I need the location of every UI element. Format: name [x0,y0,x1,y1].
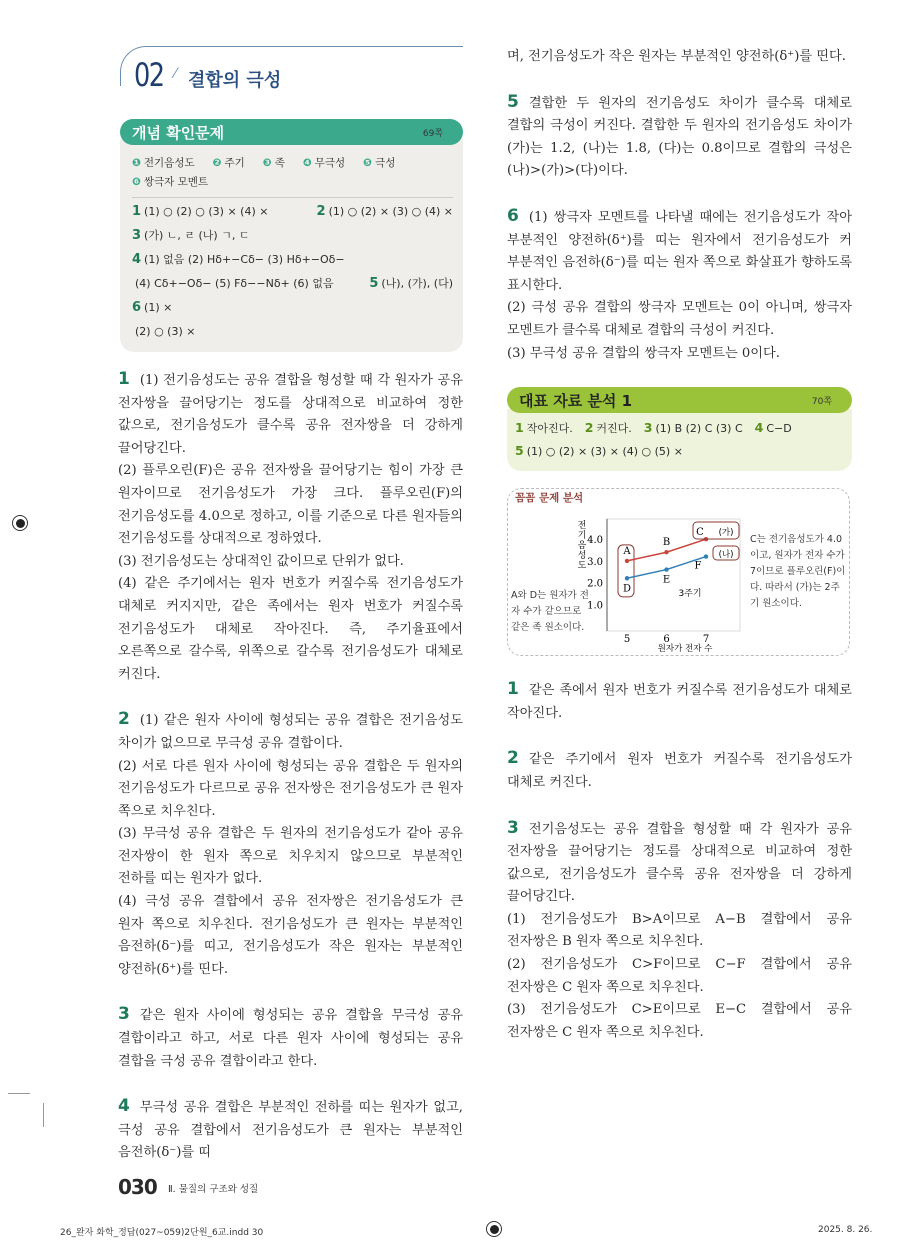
registration-mark-icon [12,515,28,531]
point-label: E [662,574,671,586]
explanation-line [118,708,463,755]
y-tick-label: 1.0 [587,600,603,612]
answer-text: (나), (가), (다) [381,277,453,290]
representative-explanations [507,678,852,1044]
explanation-text: (3) 무극성 공유 결합은 두 원자의 전기음성도가 같아 공유 전자쌍이 한 원자 쪽으로 치우치지 않으므로 부분적인 전하를 띠는 원자가 없다. [118,826,463,887]
explanation-block [507,91,852,183]
answer-number: 3 [132,228,142,243]
explanation-line [507,46,852,69]
data-point [625,559,629,563]
keyword-label: 주기 [224,157,245,169]
explanation-text: (3) 전기음성도는 상대적인 값이므로 단위가 없다. [118,553,404,569]
explanation-text: (2) 플루오린(F)은 공유 전자쌍을 끌어당기는 힘이 가장 큰 원자이므로 전기음성도가 가장 크다. 플루오린(F)의 전기음성도를 4.0으로 정하고, 이를 기준으로 다른 원자들의 전기음성도를 상대적으로 정하였다. [118,463,463,547]
explanation-line [507,91,852,183]
answer-text: 작아진다. [526,422,573,436]
explanation-text: (3) 전기음성도가 C>E이므로 E−C 결합에서 공유 전자쌍은 C 원자 쪽으로 치우친다. [507,1002,852,1040]
item-number: 4 [118,1096,130,1117]
explanation-text: (1) 쌍극자 모멘트를 나타낼 때에는 전기음성도가 작아 부분적인 양전하(δ⁺)를 띠는 원자에서 전기음성도가 커 부분적인 음전하(δ⁻)를 띠는 원자 쪽으로 화살표가 향하도록 표시한다. [507,209,852,293]
keyword-label: 전기음성도 [143,157,195,169]
explanation-line [118,573,463,686]
footer-section: Ⅱ. 물질의 구조와 성질 [168,1184,259,1195]
explanation-line [118,551,463,574]
right-column-explanations [507,46,852,365]
y-axis-label-char: 도 [577,561,587,572]
explanation-line [507,747,852,794]
keyword-list [132,155,453,198]
answer-text: (가) ㄴ, ㄹ (나) ㄱ, ㄷ [144,229,250,242]
item-number: 1 [118,369,130,389]
answer-item [132,296,172,320]
explanation-block [507,817,852,1045]
explanation-text: 같은 족에서 원자 번호가 커질수록 전기음성도가 대체로 작아진다. [507,683,852,721]
answer-number: 4 [754,420,764,436]
item-number: 1 [507,679,519,700]
point-label: D [622,583,632,595]
x-tick-label: 6 [663,634,670,646]
answer-number: 2 [316,204,326,219]
keyword-label: 족 [274,157,285,169]
explanation-line [507,343,852,366]
answer-text: (4) Cδ+−Oδ− (5) Fδ−−Nδ+ (6) 없음 [135,277,334,290]
x-axis-label: 원자가 전자 수 [657,644,713,653]
explanation-text: 며, 전기음성도가 작은 원자는 부분적인 양전하(δ⁺)를 띤다. [507,49,846,64]
answer-item [132,272,334,296]
point-label: C [696,527,704,539]
label-period3: 3주기 [678,589,702,600]
answer-item [369,272,453,296]
answer-item [132,248,345,272]
explanation-block [118,1095,463,1165]
explanation-block [507,205,852,365]
answer-text: 커진다. [596,422,632,436]
crop-mark [8,1093,30,1094]
representative-answer-box [507,409,852,471]
header-frame [120,46,463,86]
answer-number: 5 [515,443,524,459]
explanation-block [118,708,463,981]
keyword-number: ❶ [132,157,141,169]
section-title: 결합의 극성 [188,70,282,91]
representative-title: 대표 자료 분석 1 [519,391,633,410]
explanation-text: (3) 무극성 공유 결합의 쌍극자 모멘트는 0이다. [507,345,780,361]
right-column [507,46,852,1044]
explanation-line [507,817,852,909]
analysis-title: 꼼꼼 문제 분석 [515,492,584,505]
left-column-explanations [118,368,463,1165]
explanation-line [118,368,463,460]
answer-row [132,224,453,272]
y-axis-label-char: 음 [577,541,587,552]
explanation-text: 전기음성도는 공유 결합을 형성할 때 각 원자가 공유 전자쌍을 끌어당기는 정도를 상대적으로 비교하여 정한 값으로, 전기음성도가 클수록 공유 전자쌍을 더 강하게 끌어당긴다. [507,821,852,905]
y-axis-label-char: 기 [577,531,587,542]
item-number: 3 [118,1004,130,1025]
explanation-block [507,46,852,69]
answer-item [132,320,195,344]
explanation-text: (2) 서로 다른 원자 사이에 형성되는 공유 결합은 두 원자의 전기음성도가 다르므로 공유 전자쌍은 전기음성도가 큰 원자 쪽으로 치우친다. [118,758,463,819]
data-point [664,568,668,572]
explanation-line [507,954,852,999]
explanation-line [118,1003,463,1073]
representative-analysis-section [507,387,852,471]
explanation-line [507,999,852,1044]
label-na: (나) [718,550,734,561]
explanation-line [507,909,852,954]
answer-number: 4 [132,252,142,267]
x-tick-label: 7 [702,634,710,646]
section-number: 02 [134,56,164,94]
explanation-block [118,368,463,686]
answer-text: (1) B (2) C (3) C [655,422,743,436]
explanation-block [507,678,852,725]
keyword-number: ❹ [302,157,312,169]
keyword-item [132,174,208,189]
explanation-text: (2) 극성 공유 결합의 쌍극자 모멘트는 0이 아니며, 쌍극자 모멘트가 클수록 대체로 결합의 극성이 커진다. [507,300,852,338]
y-axis-label-char: 전 [577,521,587,532]
registration-mark-icon [486,1221,502,1237]
keyword-number: ❷ [212,157,222,169]
label-ga: (가) [718,528,734,539]
answer-row [132,200,453,224]
answer-text: C−D [766,422,792,436]
crop-mark [43,1103,44,1127]
keyword-number: ❸ [262,157,272,169]
explanation-text: (1) 전기음성도가 B>A이므로 A−B 결합에서 공유 전자쌍은 B 원자 쪽으로 치우친다. [507,911,852,950]
explanation-text: (1) 전기음성도는 공유 결합을 형성할 때 각 원자가 공유 전자쌍을 끌어당기는 정도를 상대적으로 비교하여 정한 값으로, 전기음성도가 클수록 공유 전자쌍을 더 강하게 끌어당긴다. [118,373,463,456]
page-number: 030 [118,1175,157,1199]
answer-item [515,417,573,440]
answer-row [132,320,453,344]
item-number: 5 [507,91,519,112]
explanation-line [118,823,463,891]
explanation-line [118,1095,463,1165]
answer-item [755,417,792,440]
y-tick-label: 2.0 [587,578,603,590]
keyword-label: 무극성 [314,157,346,169]
keyword-number: ❻ [132,176,141,188]
answer-text: (1) ○ (2) ○ (3) × (4) × [144,205,269,218]
note-right: C는 전기음성도가 4.0이고, 원자가 전자 수가 7이므로 플루오린(F)이다. 따라서 (가)는 2주기 원소이다. [750,534,846,610]
answer-number: 3 [643,420,653,436]
item-number: 2 [507,748,519,769]
explanation-line [118,891,463,981]
answer-row [132,272,453,320]
answer-number: 6 [132,300,142,315]
data-point [664,550,668,554]
explanation-line [118,756,463,824]
concept-check-banner [120,119,463,145]
keyword-item [213,155,245,170]
answer-item [132,224,249,248]
keyword-item [263,155,285,170]
concept-answer-box [120,139,463,352]
explanation-block [507,747,852,794]
point-label: F [694,560,702,572]
explanation-text: 같은 원자 사이에 형성되는 공유 결합을 무극성 공유 결합이라고 하고, 서로 다른 원자 사이에 형성되는 공유 결합을 극성 공유 결합이라고 한다. [118,1008,463,1069]
representative-analysis-banner [507,387,852,413]
answer-text: (1) ○ (2) × (3) × (4) ○ (5) × [526,445,683,459]
explanation-text: (1) 같은 원자 사이에 형성되는 공유 결합은 전기음성도 차이가 없으므로 무극성 공유 결합이다. [118,713,463,751]
answer-number: 5 [369,276,379,291]
answer-row [515,440,844,463]
point-label: A [623,546,631,558]
answer-item [644,417,743,440]
answer-text: (1) ○ (2) × (3) ○ (4) × [328,205,453,218]
answer-item [585,417,632,440]
keyword-label: 쌍극자 모멘트 [143,176,209,188]
explanation-text: (4) 같은 주기에서는 원자 번호가 커질수록 전기음성도가 대체로 커지지만, 같은 족에서는 원자 번호가 커질수록 전기음성도가 대체로 작아진다. 즉, 주기율표에서 오른쪽으로 갈수록, 위쪽으로 갈수록 전기음성도가 대체로 커진다. [118,576,463,682]
representative-page-ref: 70쪽 [811,396,832,407]
answer-number: 1 [132,204,142,219]
concept-answers [132,200,453,344]
keyword-item [303,155,345,170]
note-left: A와 D는 원자가 전자 수가 같으므로 같은 족 원소이다. [511,590,589,634]
explanation-text: 무극성 공유 결합은 부분적인 전하를 띠는 원자가 없고, 극성 공유 결합에서 전기음성도가 큰 원자는 부분적인 음전하(δ⁻)를 띠 [118,1100,463,1161]
answer-text: (1) 없음 (2) Hδ+−Cδ− (3) Hδ+−Oδ− [144,253,345,266]
explanation-line [507,297,852,342]
explanation-block [118,1003,463,1073]
explanation-line [507,205,852,297]
explanation-text: 같은 주기에서 원자 번호가 커질수록 전기음성도가 대체로 커진다. [507,752,852,790]
keyword-item [132,155,195,170]
keyword-number: ❺ [363,157,373,169]
divider: ⁄ [174,66,177,82]
answer-number: 1 [515,420,524,436]
y-tick-label: 3.0 [587,557,603,569]
keyword-item [363,155,395,170]
keyword-label: 극성 [375,157,396,169]
item-number: 2 [118,709,130,730]
point-label: B [662,537,671,549]
print-date: 2025. 8. 26. [818,1225,873,1235]
concept-page-ref: 69쪽 [422,128,443,139]
explanation-line [118,460,463,550]
explanation-text: (4) 극성 공유 결합에서 공유 전자쌍은 전기음성도가 큰 원자 쪽으로 치우친다. 전기음성도가 큰 원자는 부분적인 음전하(δ⁻)를 띠고, 전기음성도가 작은 원자는 부분적인 양전하(δ⁺)를 띤다. [118,894,463,977]
electronegativity-chart [560,516,750,652]
item-number: 6 [507,205,519,226]
answer-item [317,200,453,224]
explanation-text: 결합한 두 원자의 전기음성도 차이가 클수록 대체로 결합의 극성이 커진다. 결합한 두 원자의 전기음성도 차이가 (가)는 1.2, (나)는 1.8, (다)는 0.8이므로 결합의 극성은 (나)>(가)>(다)이다. [507,95,852,179]
x-tick-label: 5 [623,634,631,646]
answer-item [515,440,683,463]
data-point [625,576,629,580]
answer-number: 2 [584,420,594,436]
answer-row [515,417,844,440]
answer-text: (2) ○ (3) × [135,325,196,338]
concept-title: 개념 확인문제 [132,123,225,142]
concept-check-section [120,119,463,352]
explanation-text: (2) 전기음성도가 C>F이므로 C−F 결합에서 공유 전자쌍은 C 원자 쪽으로 치우친다. [507,957,852,995]
print-file-info: 26_완자 화학_정답(027~059)2단원_6교.indd 30 [60,1228,264,1238]
item-number: 3 [507,817,519,838]
analysis-section [507,488,850,656]
y-tick-label: 4.0 [587,535,603,547]
data-point [704,554,708,558]
y-axis-label-char: 성 [577,551,587,562]
explanation-line [507,678,852,725]
answer-item [132,200,268,224]
answer-text: (1) × [144,301,173,314]
